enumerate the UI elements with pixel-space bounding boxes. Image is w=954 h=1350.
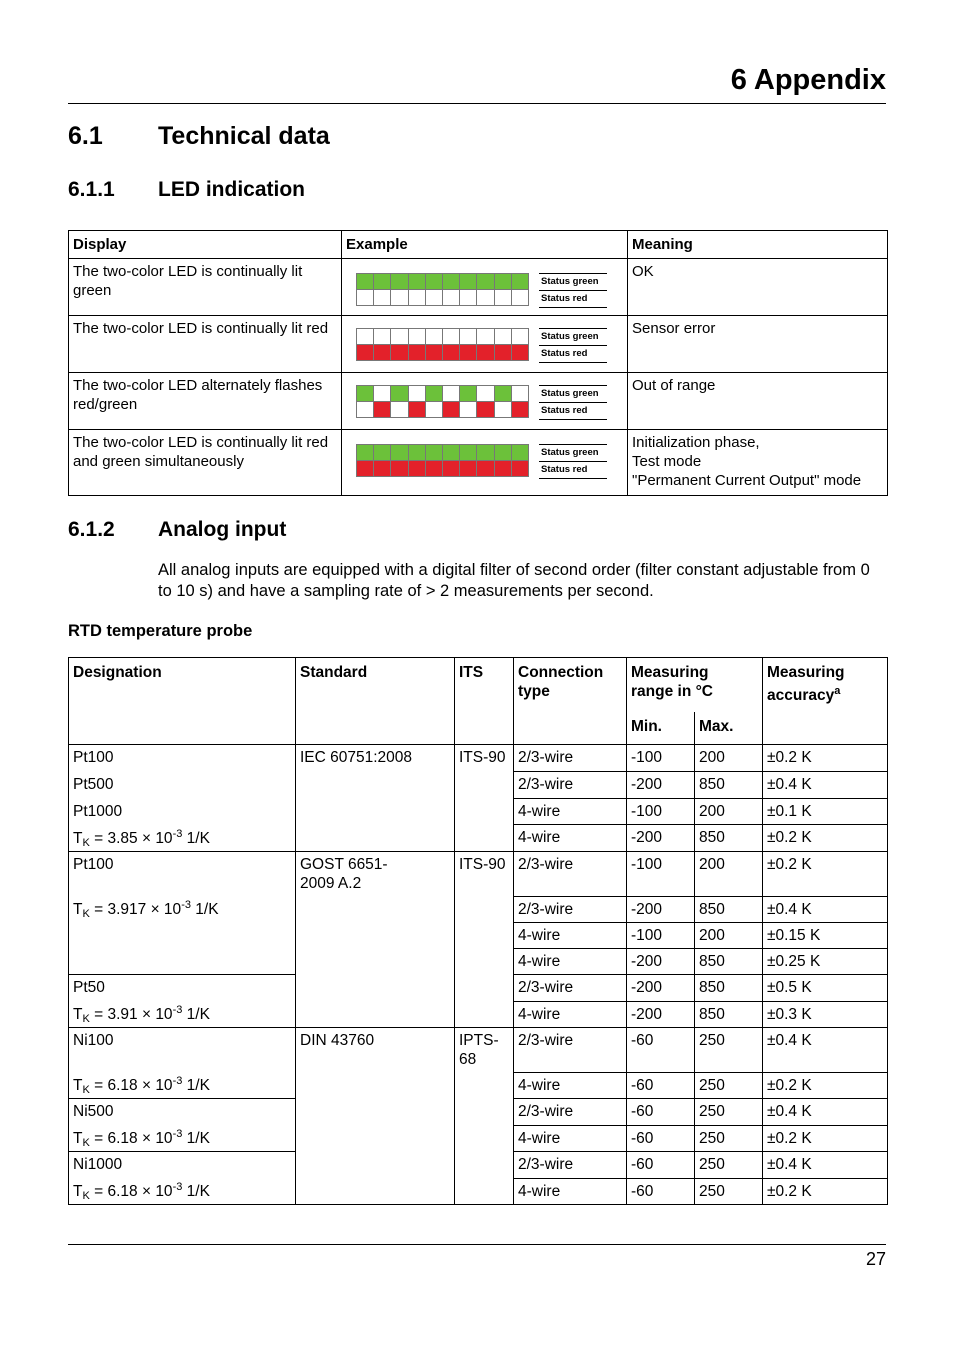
led-segment xyxy=(391,274,408,290)
led-green-row xyxy=(357,445,529,461)
led-red-row xyxy=(357,402,529,418)
led-segment xyxy=(511,290,528,306)
led-green-row xyxy=(357,329,529,345)
temperature-coefficient: $T_K = 6.18 \times 10^{-3}$ 1/K xyxy=(73,1128,210,1149)
led-segment xyxy=(511,274,528,290)
its-line: ITS-90 xyxy=(459,856,506,873)
led-segment xyxy=(374,386,391,402)
table-row xyxy=(69,373,888,430)
header-display: Display xyxy=(69,231,342,259)
meaning-line: Sensor error xyxy=(632,320,716,337)
its-line: ITS-90 xyxy=(459,749,506,766)
status-red-label: Status red xyxy=(539,290,607,308)
range-max-cell: 250 xyxy=(695,1152,763,1179)
temperature-coefficient: $T_K = 3.91 \times 10^{-3}$ 1/K xyxy=(73,1004,210,1025)
subsection-number: 6.1.1 xyxy=(68,178,115,201)
subsection-heading-analog xyxy=(68,518,568,546)
range-min-cell: -100 xyxy=(627,798,695,825)
led-red-row xyxy=(357,461,529,477)
led-segment xyxy=(425,445,442,461)
standard-cell xyxy=(296,1028,455,1205)
header-connection-line2: type xyxy=(518,683,550,700)
tk-line xyxy=(73,1182,291,1201)
designation-cell xyxy=(69,1152,296,1205)
connection-type-cell: 2/3-wire xyxy=(514,1152,627,1179)
footnote-marker: a xyxy=(834,685,841,697)
range-max-cell: 250 xyxy=(695,1178,763,1205)
led-segment xyxy=(408,461,425,477)
led-segment xyxy=(477,274,494,290)
tk-prefix: = 3.917 × 10 xyxy=(94,901,182,918)
tk-unit: 1/K xyxy=(182,1077,210,1094)
range-max-cell: 200 xyxy=(695,852,763,897)
accuracy-cell: ±0.4 K xyxy=(763,1028,888,1073)
range-min-cell: -100 xyxy=(627,852,695,897)
example-cell xyxy=(342,316,628,373)
rtd-probe-table xyxy=(68,657,888,1205)
led-pattern-grid xyxy=(356,328,529,361)
led-segment xyxy=(391,290,408,306)
chapter-title: 6 Appendix xyxy=(730,64,886,96)
connection-type-cell: 4-wire xyxy=(514,1125,627,1152)
connection-type-cell: 4-wire xyxy=(514,1001,627,1028)
its-cell xyxy=(455,852,514,1028)
table-header-row xyxy=(69,231,888,259)
led-segment xyxy=(374,445,391,461)
table-row xyxy=(69,430,888,496)
standard-line: DIN 43760 xyxy=(300,1032,375,1049)
tk-subscript: K xyxy=(82,1190,90,1202)
led-segment xyxy=(408,386,425,402)
led-segment xyxy=(494,329,511,345)
range-max-cell: 250 xyxy=(695,1028,763,1073)
meaning-line: Out of range xyxy=(632,377,716,394)
tk-prefix: = 6.18 × 10 xyxy=(94,1077,173,1094)
tk-exponent: -3 xyxy=(172,1075,183,1087)
standard-line: GOST 6651- xyxy=(300,856,388,873)
led-segment xyxy=(460,274,477,290)
led-segment xyxy=(408,445,425,461)
meaning-line: "Permanent Current Output" mode xyxy=(632,472,862,489)
tk-exponent: -3 xyxy=(172,828,183,840)
range-min-cell: -200 xyxy=(627,949,695,975)
table-row xyxy=(69,316,888,373)
led-segment xyxy=(511,445,528,461)
accuracy-cell: ±0.4 K xyxy=(763,1152,888,1179)
accuracy-cell: ±0.4 K xyxy=(763,1099,888,1126)
subsection-title: Analog input xyxy=(158,518,287,541)
temperature-coefficient: $T_K = 6.18 \times 10^{-3}$ 1/K xyxy=(73,1181,210,1202)
accuracy-cell: ±0.1 K xyxy=(763,798,888,825)
tk-exponent: -3 xyxy=(172,1128,183,1140)
led-green-row xyxy=(357,386,529,402)
tk-subscript: K xyxy=(82,837,90,849)
temperature-coefficient: $T_K = 3.85 \times 10^{-3}$ 1/K xyxy=(73,828,210,849)
header-min: Min. xyxy=(627,712,695,745)
tk-prefix: = 3.85 × 10 xyxy=(94,830,173,847)
led-segment xyxy=(477,329,494,345)
table-row xyxy=(69,259,888,316)
led-segment xyxy=(357,461,374,477)
section-number: 6.1 xyxy=(68,122,103,150)
section-title: Technical data xyxy=(158,122,330,150)
led-segment xyxy=(460,290,477,306)
range-min-cell: -100 xyxy=(627,745,695,772)
accuracy-cell: ±0.4 K xyxy=(763,771,888,798)
header-measuring-range xyxy=(627,658,763,713)
standard-line: IEC 60751:2008 xyxy=(300,749,413,766)
table-row xyxy=(69,1028,888,1073)
led-segment xyxy=(374,402,391,418)
led-segment xyxy=(374,329,391,345)
meaning-line: OK xyxy=(632,263,654,280)
range-min-cell: -60 xyxy=(627,1073,695,1099)
display-cell: The two-color LED alternately flashes red/green xyxy=(69,373,342,430)
tk-exponent: -3 xyxy=(172,1181,183,1193)
temperature-coefficient: $T_K = 3.917 \times 10^{-3}$ 1/K xyxy=(73,899,219,920)
led-segment xyxy=(477,402,494,418)
sensor-name: Pt100 xyxy=(73,749,114,766)
connection-type-cell: 2/3-wire xyxy=(514,852,627,897)
standard-cell xyxy=(296,852,455,1028)
tk-prefix: = 6.18 × 10 xyxy=(94,1183,173,1200)
range-max-cell: 850 xyxy=(695,1001,763,1028)
led-segment xyxy=(442,461,459,477)
accuracy-cell: ±0.2 K xyxy=(763,1178,888,1205)
rtd-heading: RTD temperature probe xyxy=(68,622,253,640)
example-cell xyxy=(342,430,628,496)
led-segment xyxy=(460,461,477,477)
header-meaning: Meaning xyxy=(628,231,888,259)
led-segment xyxy=(357,402,374,418)
led-segment xyxy=(442,345,459,361)
sensor-name: Pt500 xyxy=(73,776,114,793)
display-cell: The two-color LED is continually lit green xyxy=(69,259,342,316)
led-segment xyxy=(442,274,459,290)
tk-unit: 1/K xyxy=(190,901,219,918)
status-green-label: Status green xyxy=(539,385,607,402)
led-segment xyxy=(425,386,442,402)
tk-subscript: K xyxy=(82,1013,90,1025)
header-standard: Standard xyxy=(296,658,455,745)
display-cell: The two-color LED is continually lit red and green simultaneously xyxy=(69,430,342,496)
status-red-label: Status red xyxy=(539,345,607,363)
led-segment xyxy=(477,345,494,361)
led-pattern-grid xyxy=(356,444,529,477)
status-green-label: Status green xyxy=(539,273,607,290)
led-segment xyxy=(391,345,408,361)
led-segment xyxy=(494,274,511,290)
led-segment xyxy=(460,386,477,402)
led-green-row xyxy=(357,274,529,290)
sensor-name: Pt1000 xyxy=(73,803,123,820)
header-range-line2: range in °C xyxy=(631,683,713,700)
led-segment xyxy=(425,274,442,290)
led-segment xyxy=(442,402,459,418)
connection-type-cell: 4-wire xyxy=(514,923,627,949)
led-indication-table xyxy=(68,230,888,496)
page-number: 27 xyxy=(865,1249,886,1269)
its-cell xyxy=(455,1028,514,1205)
connection-type-cell: 4-wire xyxy=(514,825,627,852)
tk-unit: 1/K xyxy=(182,1130,210,1147)
range-max-cell: 850 xyxy=(695,949,763,975)
led-segment xyxy=(494,402,511,418)
led-segment xyxy=(460,445,477,461)
led-segment xyxy=(408,402,425,418)
range-max-cell: 250 xyxy=(695,1099,763,1126)
led-segment xyxy=(494,461,511,477)
led-red-row xyxy=(357,290,529,306)
led-segment xyxy=(460,402,477,418)
range-max-cell: 850 xyxy=(695,897,763,923)
example-cell xyxy=(342,373,628,430)
designation-cell xyxy=(69,1028,296,1099)
led-segment xyxy=(494,445,511,461)
sensor-name: Pt50 xyxy=(73,979,105,996)
header-max: Max. xyxy=(695,712,763,745)
range-min-cell: -60 xyxy=(627,1125,695,1152)
accuracy-cell: ±0.4 K xyxy=(763,897,888,923)
header-connection-type xyxy=(514,658,627,745)
range-min-cell: -200 xyxy=(627,1001,695,1028)
header-connection-line1: Connection xyxy=(518,664,604,681)
range-min-cell: -200 xyxy=(627,771,695,798)
led-segment xyxy=(357,445,374,461)
designation-cell xyxy=(69,975,296,1028)
connection-type-cell: 2/3-wire xyxy=(514,771,627,798)
table-header-row xyxy=(69,658,888,713)
its-cell xyxy=(455,745,514,852)
subsection-heading-led xyxy=(68,178,568,206)
led-segment xyxy=(391,386,408,402)
designation-cell xyxy=(69,745,296,852)
led-pattern-grid xyxy=(356,273,529,306)
status-red-label: Status red xyxy=(539,402,607,420)
led-segment xyxy=(408,329,425,345)
accuracy-cell: ±0.2 K xyxy=(763,1125,888,1152)
led-segment xyxy=(357,290,374,306)
accuracy-cell: ±0.2 K xyxy=(763,852,888,897)
led-segment xyxy=(425,345,442,361)
led-segment xyxy=(425,290,442,306)
led-segment xyxy=(442,386,459,402)
temperature-coefficient: $T_K = 6.18 \times 10^{-3}$ 1/K xyxy=(73,1075,210,1096)
header-its: ITS xyxy=(455,658,514,745)
led-segment xyxy=(408,345,425,361)
status-green-label: Status green xyxy=(539,328,607,345)
tk-line xyxy=(73,900,291,919)
led-segment xyxy=(460,329,477,345)
accuracy-cell: ±0.2 K xyxy=(763,825,888,852)
range-min-cell: -60 xyxy=(627,1178,695,1205)
led-segment xyxy=(391,402,408,418)
meaning-cell xyxy=(628,259,888,316)
led-segment xyxy=(511,329,528,345)
led-pattern-grid xyxy=(356,385,529,418)
led-segment xyxy=(511,345,528,361)
range-max-cell: 850 xyxy=(695,825,763,852)
its-line: IPTS- xyxy=(459,1032,499,1049)
led-segment xyxy=(477,461,494,477)
led-segment xyxy=(494,345,511,361)
sensor-name: Ni100 xyxy=(73,1032,114,1049)
meaning-cell xyxy=(628,316,888,373)
designation-cell xyxy=(69,1099,296,1152)
tk-line xyxy=(73,1129,291,1148)
tk-subscript: K xyxy=(82,1137,90,1149)
connection-type-cell: 4-wire xyxy=(514,798,627,825)
tk-unit: 1/K xyxy=(182,830,210,847)
status-red-label: Status red xyxy=(539,461,607,479)
led-segment xyxy=(425,461,442,477)
meaning-line: Test mode xyxy=(632,453,702,470)
led-segment xyxy=(374,345,391,361)
led-segment xyxy=(357,274,374,290)
led-segment xyxy=(425,329,442,345)
subsection-number: 6.1.2 xyxy=(68,518,115,541)
accuracy-cell: ±0.25 K xyxy=(763,949,888,975)
led-segment xyxy=(357,329,374,345)
header-accuracy-line1: Measuring xyxy=(767,664,845,681)
connection-type-cell: 2/3-wire xyxy=(514,745,627,772)
accuracy-cell: ±0.3 K xyxy=(763,1001,888,1028)
analog-input-intro: All analog inputs are equipped with a digital filter of second order (filter constant adjustable from 0 to 10 s) and have a sampling rate of > 2 measurements per second. xyxy=(158,561,870,600)
example-cell xyxy=(342,259,628,316)
range-min-cell: -60 xyxy=(627,1099,695,1126)
header-rule xyxy=(68,103,886,104)
led-segment xyxy=(477,290,494,306)
range-max-cell: 250 xyxy=(695,1125,763,1152)
display-cell: The two-color LED is continually lit red xyxy=(69,316,342,373)
range-max-cell: 200 xyxy=(695,745,763,772)
led-segment xyxy=(391,445,408,461)
designation-cell xyxy=(69,852,296,975)
accuracy-cell: ±0.2 K xyxy=(763,1073,888,1099)
range-min-cell: -60 xyxy=(627,1028,695,1073)
tk-line xyxy=(73,1005,291,1024)
connection-type-cell: 4-wire xyxy=(514,1178,627,1205)
header-accuracy-line2: accuracy xyxy=(767,687,835,705)
led-segment xyxy=(477,445,494,461)
tk-prefix: = 3.91 × 10 xyxy=(94,1006,173,1023)
meaning-cell xyxy=(628,430,888,496)
range-min-cell: -60 xyxy=(627,1152,695,1179)
tk-unit: 1/K xyxy=(182,1183,210,1200)
header-range-line1: Measuring xyxy=(631,664,709,681)
led-segment xyxy=(391,329,408,345)
range-min-cell: -200 xyxy=(627,825,695,852)
range-max-cell: 850 xyxy=(695,771,763,798)
section-heading xyxy=(68,122,568,154)
tk-subscript: K xyxy=(82,908,90,920)
led-segment xyxy=(460,345,477,361)
table-row xyxy=(69,852,888,897)
led-segment xyxy=(494,386,511,402)
led-segment xyxy=(374,461,391,477)
led-segment xyxy=(442,445,459,461)
led-segment xyxy=(425,402,442,418)
led-segment xyxy=(374,274,391,290)
led-segment xyxy=(442,290,459,306)
connection-type-cell: 2/3-wire xyxy=(514,975,627,1002)
sensor-name: Pt100 xyxy=(73,856,114,873)
connection-type-cell: 4-wire xyxy=(514,949,627,975)
led-red-row xyxy=(357,345,529,361)
tk-line xyxy=(73,1076,291,1095)
meaning-cell xyxy=(628,373,888,430)
led-segment xyxy=(408,274,425,290)
range-min-cell: -200 xyxy=(627,975,695,1002)
led-segment xyxy=(374,290,391,306)
subsection-title: LED indication xyxy=(158,178,305,201)
sensor-name: Ni1000 xyxy=(73,1156,123,1173)
header-example: Example xyxy=(342,231,628,259)
table-row xyxy=(69,745,888,772)
led-segment xyxy=(408,290,425,306)
range-max-cell: 200 xyxy=(695,923,763,949)
led-segment xyxy=(391,461,408,477)
accuracy-cell: ±0.15 K xyxy=(763,923,888,949)
header-measuring-accuracy xyxy=(763,658,888,745)
connection-type-cell: 4-wire xyxy=(514,1073,627,1099)
tk-exponent: -3 xyxy=(181,899,191,911)
connection-type-cell: 2/3-wire xyxy=(514,897,627,923)
range-max-cell: 250 xyxy=(695,1073,763,1099)
tk-subscript: K xyxy=(82,1084,90,1096)
range-max-cell: 850 xyxy=(695,975,763,1002)
header-designation: Designation xyxy=(69,658,296,745)
led-segment xyxy=(357,345,374,361)
led-segment xyxy=(357,386,374,402)
connection-type-cell: 2/3-wire xyxy=(514,1099,627,1126)
standard-cell xyxy=(296,745,455,852)
range-min-cell: -200 xyxy=(627,897,695,923)
led-segment xyxy=(442,329,459,345)
led-segment xyxy=(494,290,511,306)
range-max-cell: 200 xyxy=(695,798,763,825)
tk-unit: 1/K xyxy=(182,1006,210,1023)
its-line: 68 xyxy=(459,1051,477,1068)
range-min-cell: -100 xyxy=(627,923,695,949)
tk-line xyxy=(73,829,291,848)
accuracy-cell: ±0.2 K xyxy=(763,745,888,772)
led-segment xyxy=(511,402,528,418)
sensor-name: Ni500 xyxy=(73,1103,114,1120)
led-segment xyxy=(511,461,528,477)
connection-type-cell: 2/3-wire xyxy=(514,1028,627,1073)
meaning-line: Initialization phase, xyxy=(632,434,760,451)
footer-rule xyxy=(68,1244,886,1245)
tk-prefix: = 6.18 × 10 xyxy=(94,1130,173,1147)
tk-exponent: -3 xyxy=(172,1004,183,1016)
accuracy-cell: ±0.5 K xyxy=(763,975,888,1002)
status-green-label: Status green xyxy=(539,444,607,461)
standard-line: 2009 A.2 xyxy=(300,875,362,892)
led-segment xyxy=(511,386,528,402)
led-segment xyxy=(477,386,494,402)
